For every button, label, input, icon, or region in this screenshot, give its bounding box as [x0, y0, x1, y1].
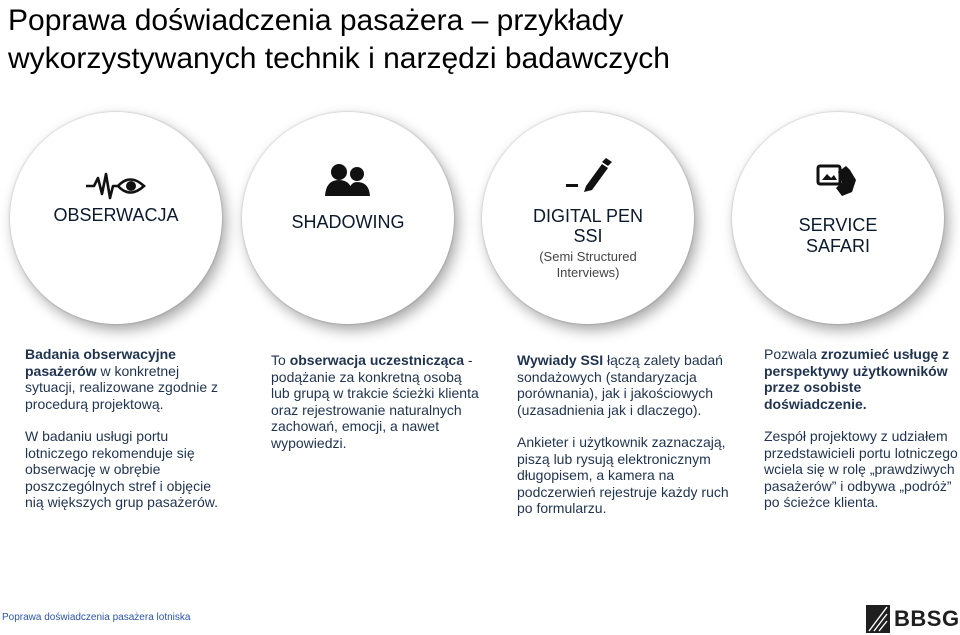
title-line-2: wykorzystywanych technik i narzędzi badawczych [8, 42, 670, 75]
body-text: - podążanie za konkretną osobą lub grupą w trakcie ścieżki klienta oraz rejestrowanie naturalnych zachowań, emocji, a nawet wypowiedzi. [271, 352, 479, 451]
method-label: DIGITAL PEN [532, 206, 644, 226]
method-circle-digital-pen [482, 112, 694, 324]
method-sub-1: (Semi Structured [539, 249, 637, 264]
eye-pulse-icon [10, 170, 222, 202]
description-service-safari [764, 346, 960, 527]
footer-text: Poprawa doświadczenia pasażera lotniska [2, 612, 191, 623]
method-label-2: SAFARI [805, 236, 871, 256]
camera-hand-icon [732, 162, 944, 198]
bold-text: pasażerów [25, 362, 97, 379]
body-text: w konkretnej sytuacji, realizowane zgodnie z procedurą projektową. [25, 362, 218, 412]
method-label-2: SSI [573, 226, 603, 246]
method-circle-shadowing [242, 112, 454, 324]
method-label: SHADOWING [291, 212, 405, 232]
body-text: łączą zalety badań sondażowych (standaryzacja porównania), jak i jakościowych (uzasadnienia jak i dlaczego). [517, 352, 723, 418]
method-label: SERVICE [798, 215, 878, 235]
body-text: Zespół projektowy z udziałem przedstawicieli portu lotniczego wciela się w rolę „prawdziwych pasażerów” i odbywa „podróż” po ścieżce klienta. [764, 428, 958, 510]
method-circle-observation [10, 112, 222, 324]
body-text: Ankieter i użytkownik zaznaczają, piszą lub rysują elektronicznym długopisem, a kamera na podczerwień rejestruje każdy ruch po formularzu. [517, 434, 729, 516]
method-sub-2: Interviews) [556, 265, 620, 280]
body-text: W badaniu usługi portu lotniczego rekomenduje się obserwację w obrębie poszczególnych stref i objęcie nią większych grup pasażerów. [25, 428, 218, 510]
bold-text: zrozumieć usługę z perspektywy użytkowników przez osobiste doświadczenie. [764, 346, 950, 412]
description-observation [25, 346, 225, 527]
description-shadowing [271, 352, 481, 467]
bbsg-logo [866, 604, 960, 634]
method-label: OBSERWACJA [53, 205, 179, 225]
bbsg-logo-mark-icon [866, 605, 890, 633]
page-title [8, 2, 948, 78]
bold-text: Wywiady SSI [517, 352, 604, 368]
description-digital-pen [517, 352, 732, 533]
method-circle-service-safari [732, 112, 944, 324]
bold-text: Badania obserwacyjne [25, 346, 176, 362]
title-line-1: Poprawa doświadczenia pasażera – przykłady [8, 4, 624, 37]
bold-text: obserwacja uczestnicząca [289, 352, 464, 368]
body-text: To [271, 352, 290, 368]
pen-icon [482, 158, 694, 194]
body-text: Pozwala [764, 346, 821, 362]
people-icon [242, 162, 454, 198]
logo-text: BBSG [894, 606, 960, 631]
